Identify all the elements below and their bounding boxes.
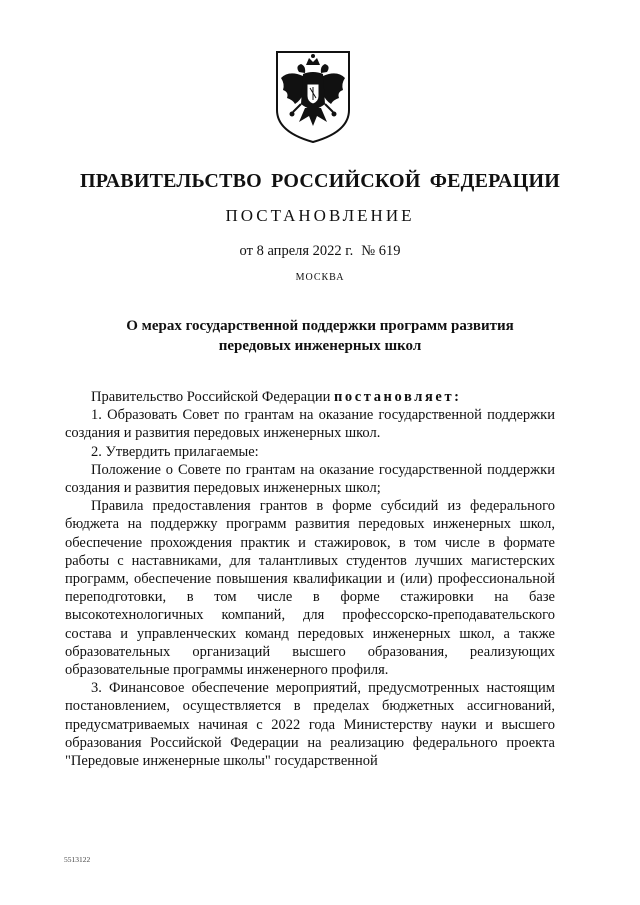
body-paragraph: 2. Утвердить прилагаемые: [91, 443, 259, 460]
subject-line: передовых инженерных школ [218, 338, 422, 354]
document-body [65, 388, 555, 770]
coat-of-arms-icon [273, 48, 353, 144]
subject-line: О мерах государственной поддержки программ развития [126, 318, 514, 334]
preamble-verb: постановляет: [333, 389, 462, 405]
body-paragraph: 3. Финансовое обеспечение мероприятий, предусмотренных настоящим постановлением, осуществляется в пределах бюджетных ассигнований, предусматриваемых начиная с 2022 года Министерству науки и высшего образования Российской Федерации на реализацию федерального проекта "Передовые инженерные школы" государственной [65, 680, 555, 770]
footer-code: 5513122 [64, 855, 91, 864]
document-city: МОСКВА [295, 272, 345, 283]
government-title: ПРАВИТЕЛЬСТВО РОССИЙСКОЙ ФЕДЕРАЦИИ [80, 170, 560, 192]
document-type: ПОСТАНОВЛЕНИЕ [225, 206, 415, 225]
body-paragraph: Правила предоставления грантов в форме субсидий из федерального бюджета на поддержку программ развития передовых инженерных школ, обеспечение прохождения практик и стажировок, в том числе в формате работы с наставниками, для талантливых студентов лучших магистерских программ, обеспечение повышения квалификации и (или) профессиональной переподготовки, в том числе в форме стажировки на базе высокотехнологичных компаний, для профессорско-преподавательского состава и управленческих команд передовых инженерных школ, а также образовательных организаций высшего образования, реализующих образовательные программы инженерного профиля. [65, 498, 555, 679]
document-subject [80, 316, 560, 356]
preamble-paragraph [65, 388, 555, 406]
body-paragraph: 1. Образовать Совет по грантам на оказание государственной поддержки создания и развития передовых инженерных школ. [65, 407, 555, 442]
document-number: № 619 [361, 243, 401, 259]
document-date: от 8 апреля 2022 г. [239, 243, 354, 259]
preamble-lead: Правительство Российской Федерации [91, 389, 334, 405]
body-paragraph: Положение о Совете по грантам на оказание государственной поддержки создания и развития передовых инженерных школ; [65, 461, 555, 497]
document-date-number [0, 243, 640, 260]
